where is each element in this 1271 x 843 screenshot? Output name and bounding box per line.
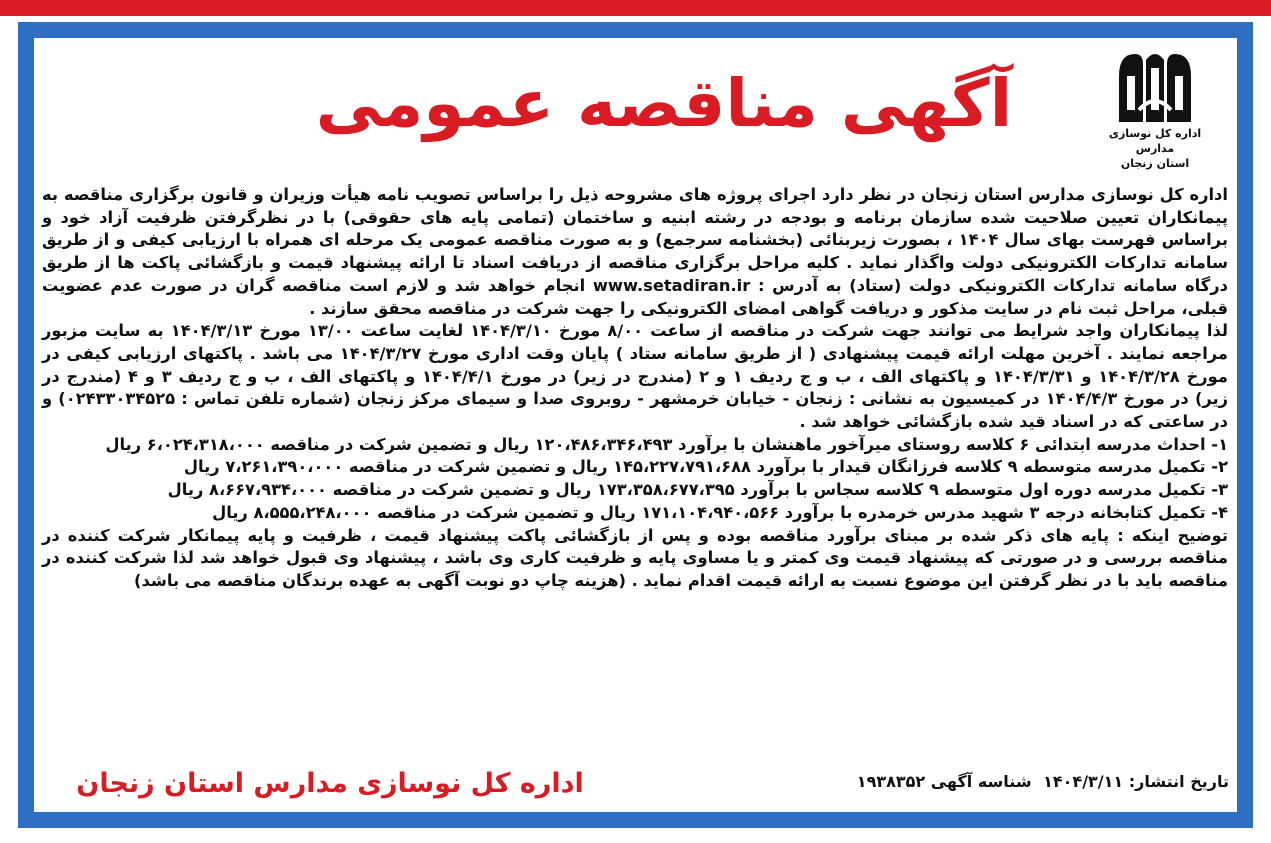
intro-paragraph: اداره کل نوسازی مدارس استان زنجان در نظر دارد اجرای پروژه های مشروحه ذیل را براساس تصویب نامه هیأت وزیران و قانون برگزاری مناقصه به پیمانکاران تعیین صلاحیت شده سازمان برنامه و بودجه در رشته ابنیه و ساختمان (تمامی پایه های حقوقی) با در نظرگرفتن ظرفیت آزاد خود و براساس فهرست بهای سال ۱۴۰۴ ، بصورت زیربنائی (بخشنامه سرجمع) و به صورت مناقصه عمومی یک مرحله ای همراه با ارزیابی کیفی و از طریق سامانه تدارکات الکترونیکی دولت واگذار نماید . کلیه مراحل برگزاری مناقصه از دریافت اسناد تا ارائه پیشنهاد قیمت و بازگشائی پاکت ها از طریق درگاه سامانه تدارکات الکترونیکی دولت (ستاد) به آدرس : www.setadiran.ir انجام خواهد شد و لازم است مناقصه گران در صورت عدم عضویت قبلی، مراحل ثبت نام در سایت مذکور و دریافت گواهی امضای الکترونیکی را جهت شرکت در مناقصه محقق سازند . [42,185,1228,318]
project-item: ۴- تکمیل کتابخانه درجه ۳ شهید مدرس خرمدره با برآورد ۱۷۱،۱۰۴،۹۴۰،۵۶۶ ریال و تضمین شرکت در مناقصه ۸،۵۵۵،۲۴۸،۰۰۰ ریال [212,502,1228,522]
project-item: ۲- تکمیل مدرسه متوسطه ۹ کلاسه فرزانگان قیدار با برآورد ۱۴۵،۲۲۷،۷۹۱،۶۸۸ ریال و تضمین شرکت در مناقصه ۷،۲۶۱،۳۹۰،۰۰۰ ریال [183,457,1228,477]
publication-info [609,772,1229,791]
schedule-paragraph: لذا پیمانکاران واجد شرایط می توانند جهت شرکت در مناقصه از ساعت ۸/۰۰ مورخ ۱۴۰۴/۳/۱۰ لغایت ساعت ۱۳/۰۰ مورخ ۱۴۰۴/۳/۱۳ به سایت مزبور مراجعه نمایند . آخرین مهلت ارائه قیمت پیشنهادی ( از طریق سامانه ستاد ) پایان وقت اداری مورخ ۱۴۰۴/۳/۲۷ می باشد . پاکتهای ارزیابی کیفی در مورخ ۱۴۰۴/۳/۲۸ و ۱۴۰۴/۳/۳۱ و پاکتهای الف ، ب و ج ردیف ۱ و ۲ (مندرج در زیر) در مورخ ۱۴۰۴/۴/۱ و پاکتهای الف ، ب و ج ردیف ۳ و ۴ (مندرج در زیر) در مورخ ۱۴۰۴/۴/۳ در کمیسیون به نشانی : زنجان - خیابان خرمشهر - روبروی صدا و سیمای مرکز زنجان (شماره تلفن تماس : ۰۲۴۳۳۰۳۴۵۲۵) و در ساعتی که در اسناد قید شده بازگشائی خواهد شد . [42,321,1229,432]
school-renovation-logo-icon [1113,46,1197,126]
notice-id: شناسه آگهی ۱۹۳۸۳۵۲ [856,772,1032,791]
top-red-bar [0,0,1271,16]
footer-organization: اداره کل نوسازی مدارس استان زنجان [76,768,584,799]
organization-logo [1095,46,1215,170]
project-item: ۳- تکمیل مدرسه دوره اول متوسطه ۹ کلاسه سجاس با برآورد ۱۷۳،۳۵۸،۶۷۷،۳۹۵ ریال و تضمین شرکت در مناقصه ۸،۶۶۷،۹۳۴،۰۰۰ ریال [167,480,1228,500]
notice-body [42,184,1228,593]
notice-title: آگهی مناقصه عمومی [315,65,1013,142]
logo-org-name: اداره کل نوسازی مدارس [1108,127,1202,155]
project-item: ۱- احداث مدرسه ابتدائی ۶ کلاسه روستای میرآخور ماهنشان با برآورد ۱۲۰،۴۸۶،۳۴۶،۴۹۳ ریال و تضمین شرکت در مناقصه ۶،۰۲۴،۳۱۸،۰۰۰ ریال [105,434,1228,454]
logo-province: استان زنجان [1120,157,1190,170]
notice-header [34,38,1237,170]
note-paragraph: توضیح اینکه : پایه های ذکر شده بر مبنای برآورد مناقصه بوده و پس از بازگشائی پاکت پیشنهاد قیمت ، ظرفیت و پایه پیمانکار شرکت کننده در مناقصه بررسی و در صورتی که پیشنهاد قیمت وی کمتر و یا مساوی پایه و ظرفیت کاری وی باشد ، پیشنهاد وی قبول خواهد شد لذا شرکت کننده در مناقصه باید با در نظر گرفتن این موضوع نسبت به ارائه قیمت اقدام نماید . (هزینه چاپ دو نوبت آگهی به عهده برندگان مناقصه می باشد) [42,525,1228,590]
publication-date: تاریخ انتشار: ۱۴۰۴/۳/۱۱ [1043,772,1229,791]
notice-footer [34,764,1237,808]
notice-sheet [34,38,1237,812]
project-list [42,434,1228,525]
